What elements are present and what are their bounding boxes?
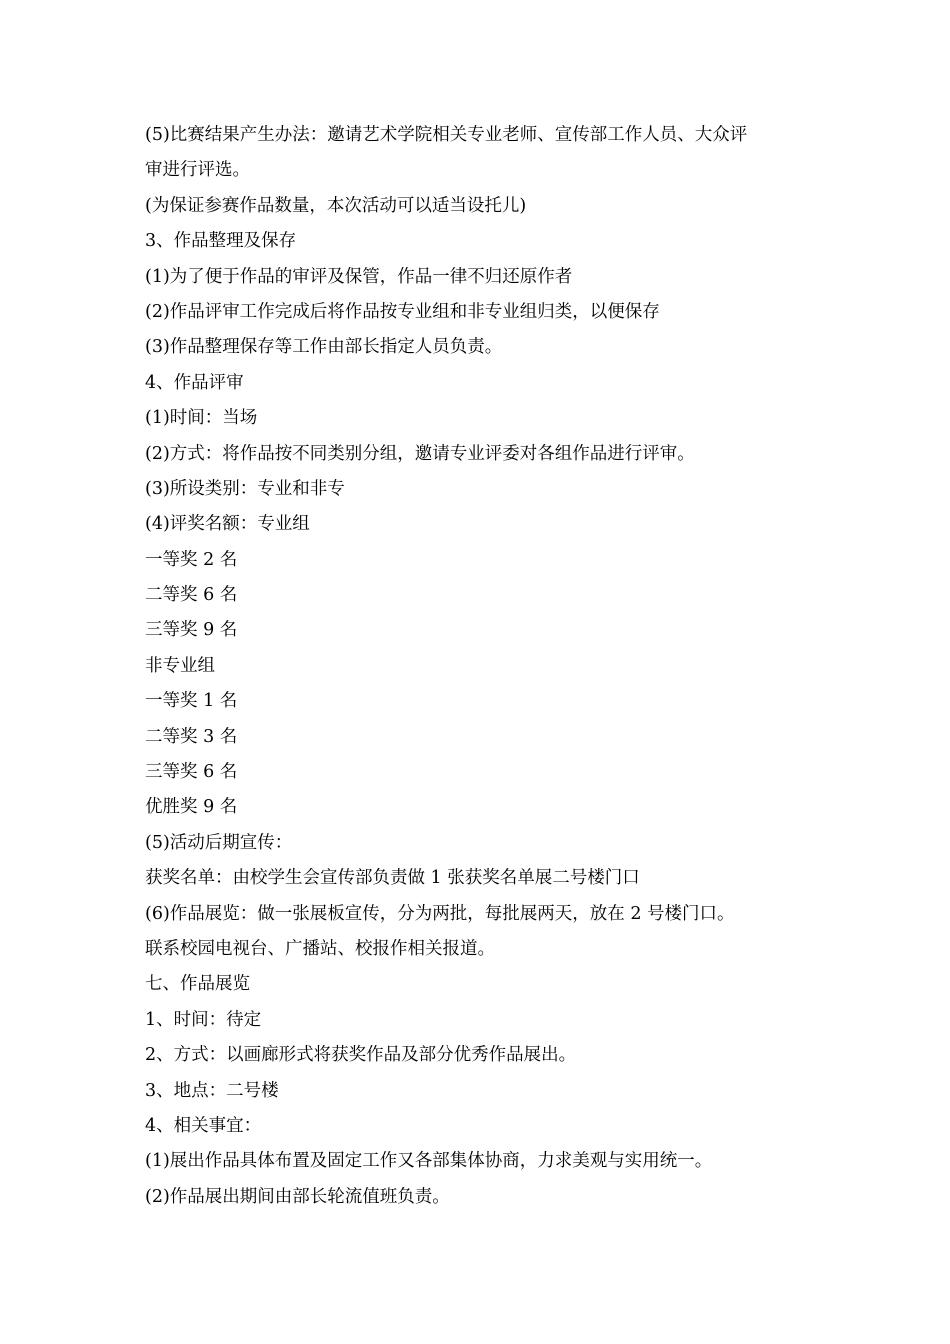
text-line: (1)为了便于作品的审评及保管，作品一律不归还原作者 — [145, 266, 573, 287]
award-line: 三等奖 6 名 — [145, 762, 238, 783]
text-line: 获奖名单：由校学生会宣传部负责做 1 张获奖名单展二号楼门口 — [145, 868, 640, 889]
award-line: 三等奖 9 名 — [145, 620, 238, 641]
text-line: (2)方式：将作品按不同类别分组，邀请专业评委对各组作品进行评审。 — [145, 443, 695, 464]
award-line: 二等奖 6 名 — [145, 585, 238, 606]
document-body — [145, 118, 815, 1215]
text-line: 联系校园电视台、广播站、校报作相关报道。 — [145, 938, 495, 959]
section-heading: 七、作品展览 — [145, 974, 250, 995]
text-line: 1、时间：待定 — [145, 1009, 262, 1030]
award-line: 一等奖 2 名 — [145, 549, 238, 570]
text-line: 3、地点：二号楼 — [145, 1080, 279, 1101]
text-line: (3)作品整理保存等工作由部长指定人员负责。 — [145, 337, 503, 358]
text-line: (5)比赛结果产生办法：邀请艺术学院相关专业老师、宣传部工作人员、大众评 — [145, 125, 748, 145]
text-line: 审进行评选。 — [145, 160, 250, 181]
text-line: (5)活动后期宣传： — [145, 832, 293, 853]
text-line: (4)评奖名额：专业组 — [145, 514, 310, 535]
text-line: (1)展出作品具体布置及固定工作又各部集体协商，力求美观与实用统一。 — [145, 1151, 713, 1172]
text-line: (2)作品评审工作完成后将作品按专业组和非专业组归类，以便保存 — [145, 301, 660, 322]
award-line: 一等奖 1 名 — [145, 691, 238, 712]
text-line: (2)作品展出期间由部长轮流值班负责。 — [145, 1186, 450, 1207]
award-line: 二等奖 3 名 — [145, 726, 238, 747]
section-heading: 3、作品整理及保存 — [145, 231, 297, 252]
text-line: (为保证参赛作品数量，本次活动可以适当设托儿) — [145, 195, 527, 216]
text-line: (1)时间：当场 — [145, 408, 258, 429]
text-line: (3)所设类别：专业和非专 — [145, 478, 345, 499]
text-line: 非专业组 — [145, 655, 215, 676]
award-line: 优胜奖 9 名 — [145, 797, 238, 818]
text-line: (6)作品展览：做一张展板宣传，分为两批，每批展两天，放在 2 号楼门口。 — [145, 903, 735, 924]
section-heading: 4、作品评审 — [145, 372, 244, 393]
text-line: 2、方式：以画廊形式将获奖作品及部分优秀作品展出。 — [145, 1045, 577, 1066]
text-line: 4、相关事宜： — [145, 1115, 262, 1136]
